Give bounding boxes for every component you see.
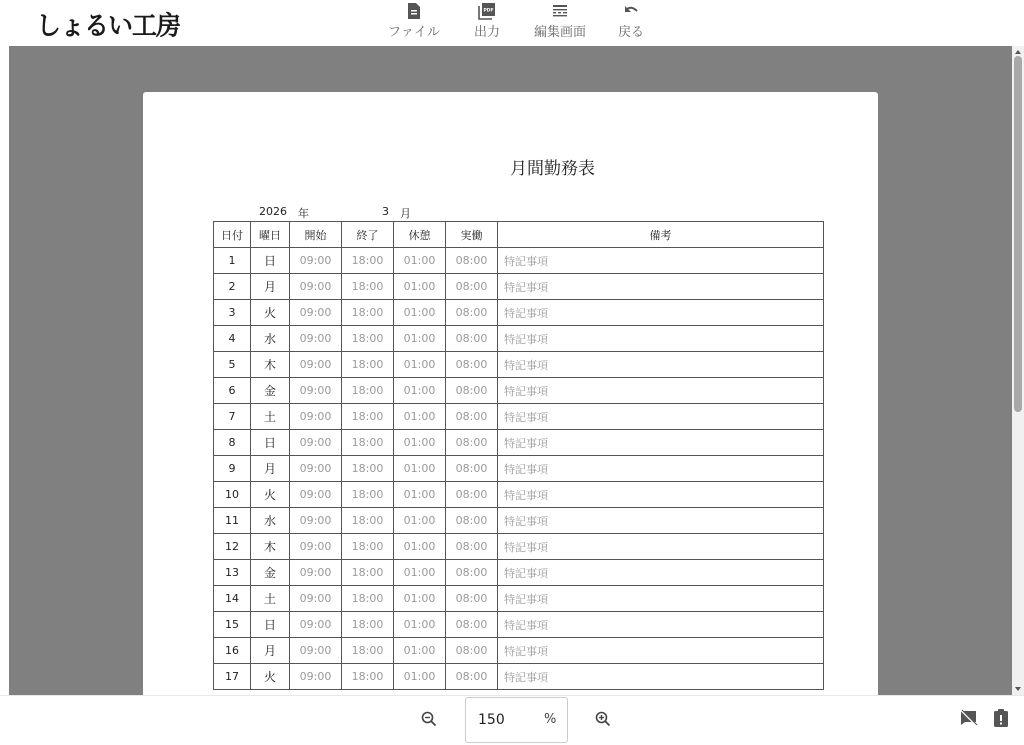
cell-note[interactable]: 特記事項: [498, 404, 824, 430]
menu-file-label: ファイル: [388, 25, 440, 40]
cell-note[interactable]: 特記事項: [498, 508, 824, 534]
cell-start[interactable]: 09:00: [290, 482, 342, 508]
cell-break[interactable]: 01:00: [394, 586, 446, 612]
cell-day: 7: [214, 404, 251, 430]
cell-work[interactable]: 08:00: [446, 300, 498, 326]
table-row: [214, 352, 824, 378]
cell-end[interactable]: 18:00: [342, 456, 394, 482]
cell-start[interactable]: 09:00: [290, 508, 342, 534]
table-row: [214, 300, 824, 326]
menu-back-label: 戻る: [617, 25, 644, 40]
cell-note[interactable]: 特記事項: [498, 560, 824, 586]
cell-weekday: 日: [251, 430, 290, 456]
cell-break[interactable]: 01:00: [394, 664, 446, 690]
table-row: [214, 326, 824, 352]
cell-day: 17: [214, 664, 251, 690]
cell-day: 2: [214, 274, 251, 300]
cell-weekday: 水: [251, 508, 290, 534]
cell-break[interactable]: 01:00: [394, 326, 446, 352]
cell-break[interactable]: 01:00: [394, 612, 446, 638]
cell-end[interactable]: 18:00: [342, 430, 394, 456]
cell-day: 16: [214, 638, 251, 664]
cell-weekday: 木: [251, 352, 290, 378]
cell-end[interactable]: 18:00: [342, 248, 394, 274]
cell-weekday: 金: [251, 560, 290, 586]
zoom-in-icon[interactable]: [594, 710, 612, 728]
cell-end[interactable]: 18:00: [342, 664, 394, 690]
cell-end[interactable]: 18:00: [342, 508, 394, 534]
cell-day: 8: [214, 430, 251, 456]
year-unit: 年: [298, 207, 309, 220]
cell-weekday: 火: [251, 664, 290, 690]
menu-edit-screen-button[interactable]: [533, 0, 587, 46]
cell-start[interactable]: 09:00: [290, 430, 342, 456]
cell-break[interactable]: 01:00: [394, 560, 446, 586]
cell-work[interactable]: 08:00: [446, 638, 498, 664]
month-value: 3: [382, 205, 389, 218]
table-row: [214, 248, 824, 274]
cell-end[interactable]: 18:00: [342, 482, 394, 508]
cell-weekday: 金: [251, 378, 290, 404]
cell-day: 12: [214, 534, 251, 560]
cell-start[interactable]: 09:00: [290, 456, 342, 482]
cell-note[interactable]: 特記事項: [498, 326, 824, 352]
table-row: [214, 482, 824, 508]
cell-day: 6: [214, 378, 251, 404]
table-row: [214, 456, 824, 482]
cell-weekday: 日: [251, 248, 290, 274]
cell-start[interactable]: 09:00: [290, 352, 342, 378]
cell-break[interactable]: 01:00: [394, 482, 446, 508]
cell-break[interactable]: 01:00: [394, 378, 446, 404]
undo-icon: [622, 2, 640, 20]
cell-weekday: 月: [251, 456, 290, 482]
cell-weekday: 水: [251, 326, 290, 352]
scroll-up-arrow-icon[interactable]: [1012, 48, 1024, 56]
cell-break[interactable]: 01:00: [394, 534, 446, 560]
cell-end[interactable]: 18:00: [342, 586, 394, 612]
cell-break[interactable]: 01:00: [394, 352, 446, 378]
cell-weekday: 火: [251, 482, 290, 508]
file-icon: [406, 2, 422, 20]
cell-note[interactable]: 特記事項: [498, 456, 824, 482]
column-header-weekday: 曜日: [251, 222, 290, 248]
clipboard-alert-icon[interactable]: [992, 708, 1010, 728]
cell-work[interactable]: 08:00: [446, 664, 498, 690]
cell-day: 4: [214, 326, 251, 352]
vertical-scrollbar[interactable]: [1012, 46, 1024, 695]
cell-start[interactable]: 09:00: [290, 664, 342, 690]
column-header-note: 備考: [498, 222, 824, 248]
menu-export-button[interactable]: [472, 0, 502, 46]
attendance-table: [213, 221, 824, 690]
cell-break[interactable]: 01:00: [394, 404, 446, 430]
cell-start[interactable]: 09:00: [290, 248, 342, 274]
year-value: 2026: [259, 205, 287, 218]
cell-weekday: 日: [251, 612, 290, 638]
zoom-input[interactable]: [465, 697, 568, 743]
menu-file-button[interactable]: [388, 0, 440, 46]
cell-note[interactable]: 特記事項: [498, 482, 824, 508]
cell-day: 13: [214, 560, 251, 586]
table-row: [214, 378, 824, 404]
table-row: [214, 534, 824, 560]
zoom-unit: %: [544, 712, 557, 727]
cell-weekday: 月: [251, 638, 290, 664]
cell-end[interactable]: 18:00: [342, 326, 394, 352]
cell-break[interactable]: 01:00: [394, 274, 446, 300]
cell-work[interactable]: 08:00: [446, 482, 498, 508]
cell-note[interactable]: 特記事項: [498, 300, 824, 326]
cell-work[interactable]: 08:00: [446, 508, 498, 534]
cell-end[interactable]: 18:00: [342, 404, 394, 430]
edit-screen-icon: [551, 2, 569, 20]
cell-break[interactable]: 01:00: [394, 248, 446, 274]
cell-note[interactable]: 特記事項: [498, 248, 824, 274]
cell-note[interactable]: 特記事項: [498, 378, 824, 404]
svg-text:PDF: PDF: [483, 8, 494, 14]
cell-weekday: 木: [251, 534, 290, 560]
cell-work[interactable]: 08:00: [446, 612, 498, 638]
cell-day: 11: [214, 508, 251, 534]
cell-break[interactable]: 01:00: [394, 456, 446, 482]
cell-note[interactable]: 特記事項: [498, 352, 824, 378]
cell-day: 14: [214, 586, 251, 612]
cell-work[interactable]: 08:00: [446, 560, 498, 586]
top-bar: [0, 0, 1024, 46]
cell-start[interactable]: 09:00: [290, 534, 342, 560]
table-row: [214, 586, 824, 612]
table-header-row: [214, 222, 824, 248]
cell-note[interactable]: 特記事項: [498, 534, 824, 560]
cell-note[interactable]: 特記事項: [498, 612, 824, 638]
document-page: [143, 92, 878, 695]
zoom-value[interactable]: 150: [478, 712, 505, 728]
cell-break[interactable]: 01:00: [394, 508, 446, 534]
cell-work[interactable]: 08:00: [446, 586, 498, 612]
month-unit: 月: [400, 207, 411, 220]
cell-start[interactable]: 09:00: [290, 560, 342, 586]
cell-day: 15: [214, 612, 251, 638]
cell-start[interactable]: 09:00: [290, 378, 342, 404]
table-row: [214, 612, 824, 638]
bottom-bar: [0, 695, 1024, 745]
cell-end[interactable]: 18:00: [342, 378, 394, 404]
cell-day: 9: [214, 456, 251, 482]
cell-work[interactable]: 08:00: [446, 378, 498, 404]
cell-work[interactable]: 08:00: [446, 456, 498, 482]
table-row: [214, 638, 824, 664]
cell-note[interactable]: 特記事項: [498, 430, 824, 456]
cell-end[interactable]: 18:00: [342, 534, 394, 560]
cell-day: 3: [214, 300, 251, 326]
cell-weekday: 月: [251, 274, 290, 300]
scroll-down-arrow-icon[interactable]: [1012, 685, 1024, 693]
document-title: 月間勤務表: [510, 159, 595, 179]
cell-end[interactable]: 18:00: [342, 274, 394, 300]
menu-export-label: 出力: [473, 25, 500, 40]
cell-weekday: 土: [251, 404, 290, 430]
cell-start[interactable]: 09:00: [290, 638, 342, 664]
cell-start[interactable]: 09:00: [290, 612, 342, 638]
cell-start[interactable]: 09:00: [290, 274, 342, 300]
pdf-icon: [478, 2, 496, 20]
cell-work[interactable]: 08:00: [446, 430, 498, 456]
document-viewer[interactable]: [9, 46, 1012, 695]
column-header-work: 実働: [446, 222, 498, 248]
cell-note[interactable]: 特記事項: [498, 664, 824, 690]
cell-work[interactable]: 08:00: [446, 534, 498, 560]
table-row: [214, 430, 824, 456]
menu-back-button[interactable]: [616, 0, 646, 46]
cell-work[interactable]: 08:00: [446, 352, 498, 378]
cell-note[interactable]: 特記事項: [498, 274, 824, 300]
cell-start[interactable]: 09:00: [290, 300, 342, 326]
cell-break[interactable]: 01:00: [394, 638, 446, 664]
cell-weekday: 土: [251, 586, 290, 612]
menu-edit-screen-label: 編集画面: [533, 25, 586, 40]
column-header-date: 日付: [214, 222, 251, 248]
cell-day: 1: [214, 248, 251, 274]
cell-note[interactable]: 特記事項: [498, 586, 824, 612]
cell-work[interactable]: 08:00: [446, 248, 498, 274]
cell-start[interactable]: 09:00: [290, 404, 342, 430]
cell-work[interactable]: 08:00: [446, 274, 498, 300]
cell-start[interactable]: 09:00: [290, 326, 342, 352]
cell-break[interactable]: 01:00: [394, 430, 446, 456]
cell-note[interactable]: 特記事項: [498, 638, 824, 664]
cell-work[interactable]: 08:00: [446, 404, 498, 430]
comment-off-icon[interactable]: [958, 708, 978, 728]
cell-day: 10: [214, 482, 251, 508]
column-header-break: 休憩: [394, 222, 446, 248]
table-row: [214, 274, 824, 300]
cell-day: 5: [214, 352, 251, 378]
cell-end[interactable]: 18:00: [342, 352, 394, 378]
column-header-start: 開始: [290, 222, 342, 248]
table-row: [214, 508, 824, 534]
cell-end[interactable]: 18:00: [342, 300, 394, 326]
table-row: [214, 664, 824, 690]
table-row: [214, 560, 824, 586]
cell-work[interactable]: 08:00: [446, 326, 498, 352]
scrollbar-thumb[interactable]: [1014, 56, 1022, 412]
cell-end[interactable]: 18:00: [342, 638, 394, 664]
cell-end[interactable]: 18:00: [342, 560, 394, 586]
cell-break[interactable]: 01:00: [394, 300, 446, 326]
app-logo: しょるい工房: [36, 10, 181, 41]
cell-end[interactable]: 18:00: [342, 612, 394, 638]
cell-start[interactable]: 09:00: [290, 586, 342, 612]
zoom-out-icon[interactable]: [420, 710, 438, 728]
column-header-end: 終了: [342, 222, 394, 248]
table-row: [214, 404, 824, 430]
cell-weekday: 火: [251, 300, 290, 326]
